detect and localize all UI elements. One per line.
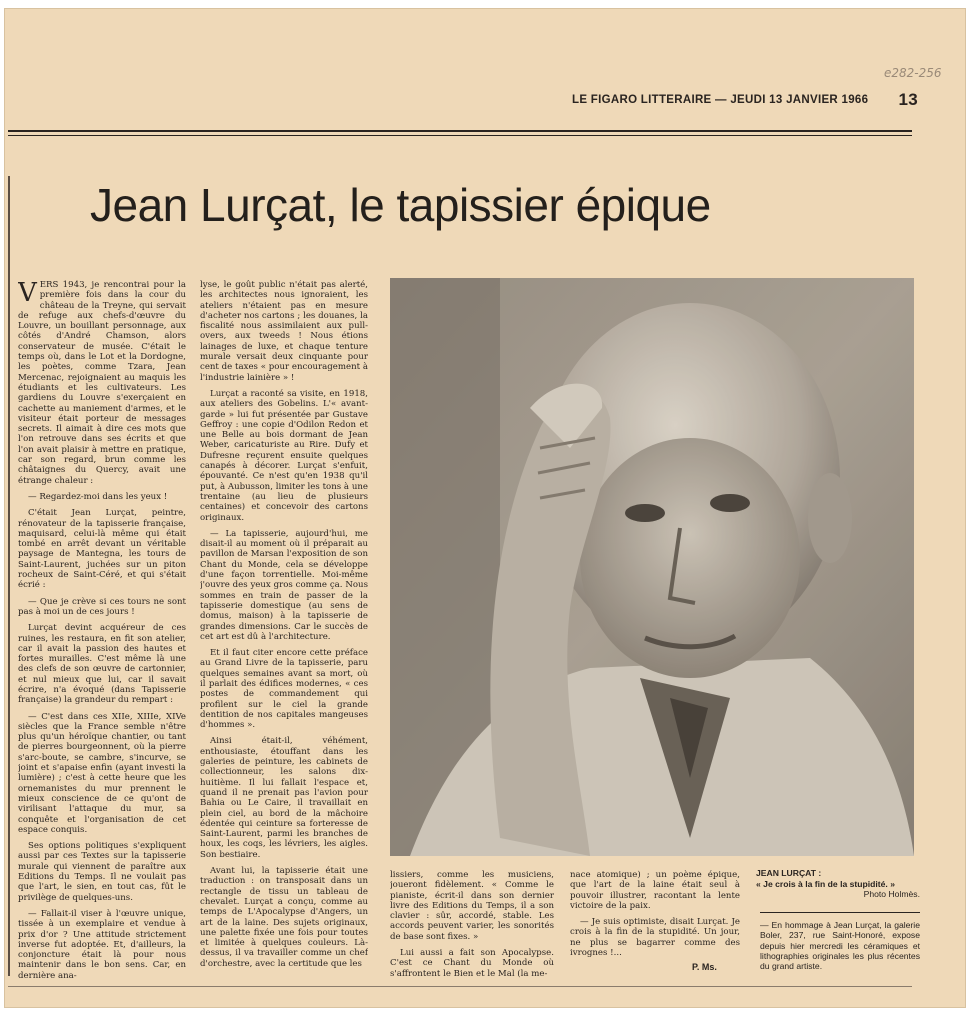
article-column-1 [18, 280, 186, 980]
lead-text: ERS 1943, je rencontrai pour la première fois dans la cour du château de la Treyne, qui servait de refuge aux chefs-d'œuvre du Louvre, un bouillant personnage, aux côtés d'André Chamson, alors conservateur de musée. C'était le temps où, dans le Lot et la Dordogne, les poètes, comme Tzara, Jean Mercenac, rejoignaient au maquis les étudiants et les cultivateurs. Les gardiens du Louvre s'exerçaient en cachette au maniement d'armes, et le visiteur était porteur de messages secrets. Il aimait à dire ces mots que l'on retrouve dans ses écrits et que l'on avait plaisir à mettre en pratique, car son regard, brun comme les châtaignes du Quercy, avait une étrange chaleur : [18, 280, 186, 486]
paragraph: — La tapisserie, aujourd'hui, me disait-il au moment où il préparait au pavillon de Marsan l'exposition de son Chant du Monde, cela se développe d'une façon torrentielle. Moi-même j'ouvre des yeux gros comme ça. Nous sommes en train de passer de la tapisserie domestique (au sens de domus, maison) à la tapisserie de grandes dimensions. Car le succès de cet art est dû à l'architecture. [200, 528, 368, 642]
drop-cap: V [18, 280, 37, 308]
page-number: 13 [898, 90, 918, 109]
caption-rule [760, 912, 920, 913]
paragraph: — C'est dans ces XIIe, XIIIe, XIVe siècles que la France semble n'être plus qu'un héroïque chantier, ou tant de pierres bourgeonnent, où la pierre s'arc-boute, se cambre, s'incurve, se joint et s'apaise enfin (ayant investi la lumière) ; c'est à cette heure que les ornemanistes du mur prennent le mieux conscience de ce qu'ont de virilisant l'attaque du mur, sa conquête et l'organisation de cet espace conquis. [18, 711, 186, 835]
paragraph: Ses options politiques s'expliquent aussi par ces Textes sur la tapisserie murale qui viennent de paraître aux Editions du Temps. Il ne voulait pas que l'art, le sien, en tout cas, fût le privilège de quelques-uns. [18, 841, 186, 903]
photo-caption [756, 868, 920, 900]
archive-mark: e282-256 [884, 66, 942, 80]
paragraph: — Que je crève si ces tours ne sont pas à moi un de ces jours ! [18, 596, 186, 617]
header-rule [8, 130, 912, 132]
paragraph: lyse, le goût public n'était pas alerté, les architectes nous ignoraient, les ateliers n'étaient pas en mesure d'acheter nos cartons ; les douanes, la fiscalité nous assimilaient aux pull-overs, aux tweeds ! Nous étions lainages de luxe, et chaque tenture murale versait deux cinquante pour cent de taxes « pour encouragement à l'industrie lainière » ! [200, 280, 368, 383]
article-column-2 [200, 280, 368, 980]
paragraph: Avant lui, la tapisserie était une traduction : on transposait dans un rectangle de tissu un tableau de chevalet. Lurçat a conçu, comme au temps de L'Apocalypse d'Angers, un art de la laine. Des sujets originaux, une palette fixée une fois pour toutes et limitée à quelques couleurs. Là-dessus, il va travailler comme un chef d'orchestre, avec la certitude que les [200, 866, 368, 969]
paragraph: C'était Jean Lurçat, peintre, rénovateur de la tapisserie française, maquisard, celui-là même qui était tombé en arrêt devant un véritable paysage de Mantegna, les tours de Saint-Laurent, juchées sur un piton rocheux de Saint-Céré, et qui s'était écrié : [18, 508, 186, 591]
caption-quote: « Je crois à la fin de la stupidité. » [756, 878, 895, 889]
paragraph: lissiers, comme les musiciens, joueront fidèlement. « Comme le pianiste, écrit-il dans son dernier livre des Editions du Temps, il a son clavier : sûr, accordé, stable. Les accords peuvent varier, les sonorités de base sont fixes. » [390, 870, 554, 942]
portrait-photo [390, 278, 914, 856]
header-rule-thin [8, 135, 912, 136]
lead-paragraph [18, 280, 186, 486]
portrait-photo-image [390, 278, 914, 856]
paragraph: — Regardez-moi dans les yeux ! [28, 491, 168, 502]
paragraph: Et il faut citer encore cette préface au Grand Livre de la tapisserie, paru quelques semaines avant sa mort, où il parlait des édifices modernes, « ces postes de commandement qui profilent sur le ciel la grande dentition de nos capitales mangeuses d'hommes ». [200, 648, 368, 731]
author-signature: P. Ms. [692, 962, 717, 972]
bottom-rule [8, 986, 912, 987]
exhibition-note: — En hommage à Jean Lurçat, la galerie Boler, 237, rue Saint-Honoré, expose depuis hier mercredi les céramiques et lithographies originales les plus récentes du grand artiste. [760, 920, 920, 972]
caption-title: JEAN LURÇAT : [756, 868, 822, 878]
folio-line [572, 90, 918, 110]
left-margin-rule [8, 176, 10, 976]
paragraph: Ainsi était-il, véhément, enthousiaste, étouffant dans les galeries de peinture, les cabinets de collectionneur, les salons dix-huitième. Il lui fallait l'espace et, quand il ne prenait pas l'avion pour Bahia ou Le Caire, il travaillait en plein ciel, au bord de la mâchoire édentée qui ceinture sa forteresse de Saint-Laurent, parmi les branches de houx, les coqs, les lévriers, les aigles. Son bestiaire. [200, 736, 368, 860]
article-column-3 [390, 870, 554, 980]
paragraph: Lurçat a raconté sa visite, en 1918, aux ateliers des Gobelins. L'« avant-garde » lui fut présentée par Gustave Geffroy : une copie d'Odilon Redon et une Belle au bois dormant de Jean Weber, caricaturiste au Rire. Dufy et Dufresne reçurent ensuite quelques canapés à décorer. Lurçat s'enfuit, épouvanté. Ce n'est qu'en 1938 qu'il put, à Aubusson, limiter les tons à une trentaine (au lieu de plusieurs centaines) et concevoir des cartons originaux. [200, 388, 368, 523]
headline: Jean Lurçat, le tapissier épique [90, 179, 711, 231]
photo-credit: Photo Holmès. [863, 889, 920, 899]
newspaper-clipping [4, 8, 966, 1008]
paragraph: — Je suis optimiste, disait Lurçat. Je crois à la fin de la stupidité. Un jour, ne plus se bagarrer comme des ivrognes !... [570, 917, 740, 959]
paragraph: Lui aussi a fait son Apocalypse. C'est ce Chant du Monde où s'affrontent le Bien et le Mal (la me- [390, 948, 554, 979]
paragraph: nace atomique) ; un poème épique, que l'art de la laine était seul à pouvoir illustrer, racontant la lente victoire de la paix. [570, 870, 740, 911]
paragraph: Lurçat devint acquéreur de ces ruines, les restaura, en fit son atelier, car il avait la passion des hautes et fortes murailles. C'est même là une des clefs de son œuvre de cartonnier, et nul mieux que lui, car il savait écrire, n'a évoqué (dans Tapisserie française) la grandeur du rempart : [18, 623, 186, 706]
paragraph: — Fallait-il viser à l'œuvre unique, tissée à un exemplaire et vendue à prix d'or ? Une attitude strictement inverse fut adoptée. Et, d'ailleurs, la conjoncture était là pour nous maintenir dans le bon sens. Car, en dernière ana- [18, 908, 186, 980]
folio-text: LE FIGARO LITTERAIRE — JEUDI 13 JANVIER 1966 [572, 94, 869, 106]
